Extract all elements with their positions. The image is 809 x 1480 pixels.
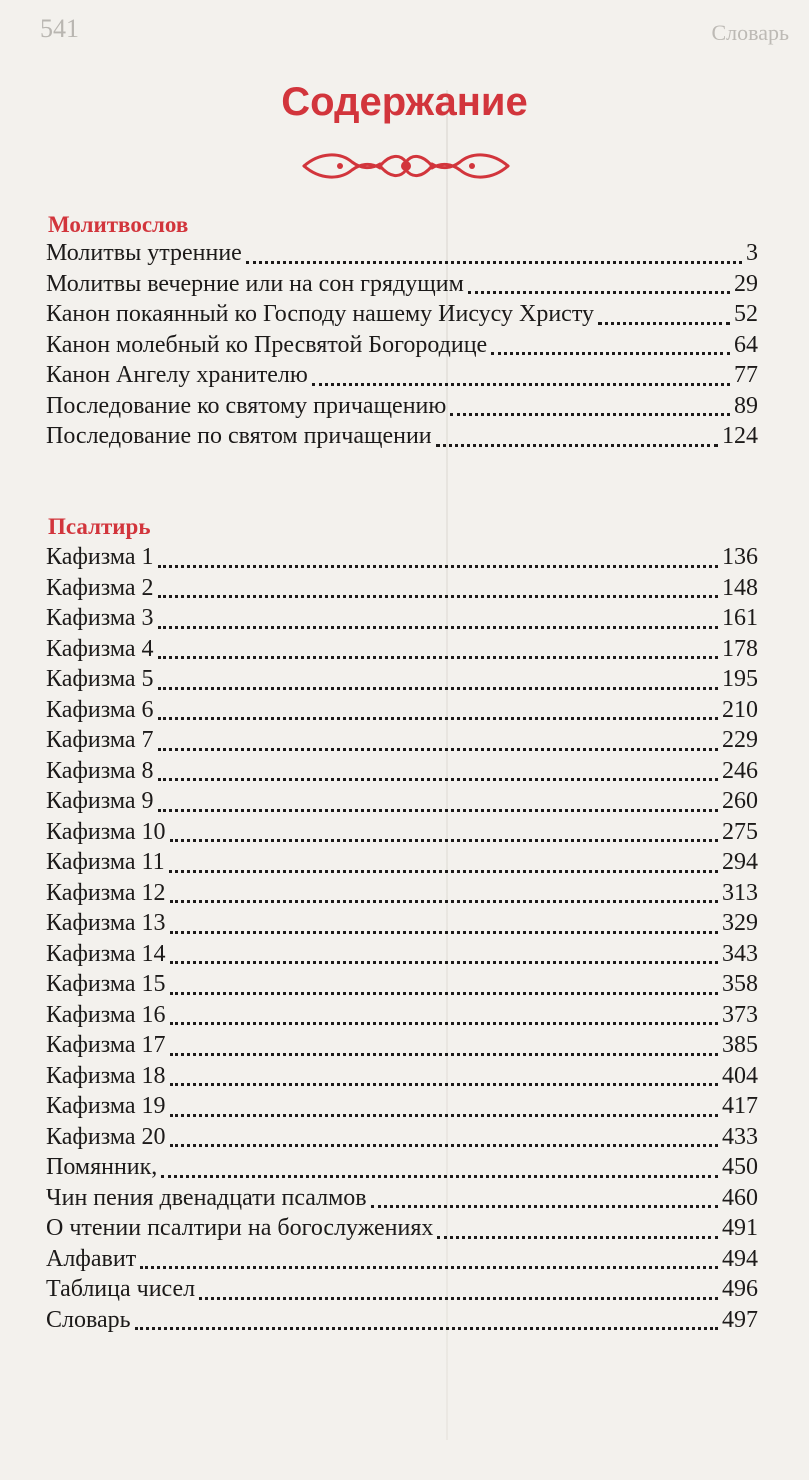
- toc-entry[interactable]: [46, 544, 758, 575]
- toc-entry-label: Кафизма 11: [46, 849, 165, 875]
- dot-leader: [436, 444, 718, 447]
- toc-entry[interactable]: [46, 393, 758, 424]
- dot-leader: [468, 291, 730, 294]
- toc-entry-page: 77: [734, 362, 758, 388]
- toc-entry-label: Кафизма 9: [46, 788, 154, 814]
- dot-leader: [169, 870, 718, 873]
- toc-entry-label: Чин пения двенадцати псалмов: [46, 1184, 367, 1211]
- toc-entry-label: Кафизма 4: [46, 635, 154, 662]
- toc-entry-page: 89: [734, 392, 758, 419]
- toc-entry-page: 161: [722, 605, 758, 631]
- dot-leader: [491, 352, 730, 355]
- dot-leader: [170, 992, 718, 995]
- toc-entry-page: 52: [734, 301, 758, 327]
- page-title: Содержание: [281, 80, 528, 124]
- toc-entry-page: 313: [722, 879, 758, 906]
- toc-entry[interactable]: [46, 1032, 758, 1063]
- toc-entry-page: 3: [746, 240, 758, 266]
- toc-entry-label: Таблица чисел: [46, 1276, 196, 1302]
- toc-entry[interactable]: [46, 941, 758, 972]
- toc-entry[interactable]: [46, 1154, 758, 1185]
- dot-leader: [246, 261, 742, 264]
- toc-entry-label: Кафизма 18: [46, 1062, 166, 1089]
- toc-entry[interactable]: [46, 849, 758, 880]
- toc-entry-page: 433: [722, 1123, 758, 1150]
- toc-entry-page: 64: [734, 331, 758, 358]
- toc-entry[interactable]: [46, 332, 758, 363]
- toc-entry-page: 343: [722, 940, 758, 967]
- toc-entry-label: Кафизма 5: [46, 666, 154, 692]
- toc-entry-label: Помянник,: [46, 1154, 158, 1180]
- toc-entry-label: Кафизма 16: [46, 1001, 166, 1028]
- toc-entry-page: 136: [722, 544, 758, 570]
- toc-entry[interactable]: [46, 1185, 758, 1216]
- toc-entry-label: Последование ко святому причащению: [46, 392, 447, 419]
- toc-entry[interactable]: [46, 1002, 758, 1033]
- toc-entry-label: Кафизма 13: [46, 910, 166, 936]
- dot-leader: [158, 656, 718, 659]
- page-number: 541: [40, 14, 79, 43]
- dot-leader: [158, 809, 718, 812]
- toc-entry-label: Кафизма 12: [46, 879, 166, 906]
- dot-leader: [170, 961, 718, 964]
- toc-entry-label: Кафизма 14: [46, 940, 166, 967]
- toc-entry-page: 494: [722, 1245, 758, 1272]
- toc-entry-label: Кафизма 17: [46, 1032, 166, 1058]
- dot-leader: [158, 778, 718, 781]
- toc-entry[interactable]: [46, 1063, 758, 1094]
- toc-entry-label: Кафизма 15: [46, 971, 166, 997]
- dot-leader: [450, 413, 730, 416]
- toc-entry[interactable]: [46, 910, 758, 941]
- section-heading-molitvoslov: Молитвослов: [48, 212, 189, 237]
- dot-leader: [158, 687, 718, 690]
- dot-leader: [170, 1144, 718, 1147]
- toc-entry-label: Канон молебный ко Пресвятой Богородице: [46, 331, 488, 358]
- toc-entry-page: 275: [722, 818, 758, 845]
- toc-entry-page: 417: [722, 1093, 758, 1119]
- dot-leader: [170, 931, 718, 934]
- toc-entry-page: 148: [722, 574, 758, 601]
- toc-entry[interactable]: [46, 575, 758, 606]
- toc-entry[interactable]: [46, 1307, 758, 1338]
- toc-entry-label: Канон Ангелу хранителю: [46, 362, 308, 388]
- dot-leader: [158, 565, 718, 568]
- running-head: Словарь: [711, 20, 789, 45]
- toc-list-molitvoslov: [46, 240, 758, 454]
- toc-entry-page: 210: [722, 696, 758, 723]
- toc-entry[interactable]: [46, 301, 758, 332]
- toc-entry-label: Молитвы вечерние или на сон грядущим: [46, 270, 464, 297]
- section-heading-psaltir: Псалтирь: [48, 514, 151, 539]
- toc-entry-page: 460: [722, 1184, 758, 1211]
- toc-entry[interactable]: [46, 362, 758, 393]
- toc-entry-label: Канон покаянный ко Господу нашему Иисусу Христу: [46, 301, 595, 327]
- toc-entry-label: Алфавит: [46, 1245, 137, 1272]
- toc-entry-page: 450: [722, 1154, 758, 1180]
- toc-entry-label: Кафизма 3: [46, 605, 154, 631]
- toc-entry[interactable]: [46, 1276, 758, 1307]
- toc-entry[interactable]: [46, 880, 758, 911]
- toc-entry[interactable]: [46, 697, 758, 728]
- toc-entry-label: Словарь: [46, 1306, 131, 1333]
- dot-leader: [170, 1022, 718, 1025]
- toc-entry-page: 385: [722, 1032, 758, 1058]
- dot-leader: [170, 1083, 718, 1086]
- toc-entry[interactable]: [46, 605, 758, 636]
- toc-list-psaltir: [46, 544, 758, 1337]
- toc-entry[interactable]: [46, 758, 758, 789]
- dot-leader: [598, 322, 730, 325]
- toc-entry[interactable]: [46, 240, 758, 271]
- toc-entry[interactable]: [46, 971, 758, 1002]
- dot-leader: [170, 839, 718, 842]
- toc-entry-label: Кафизма 6: [46, 696, 154, 723]
- dot-leader: [135, 1327, 718, 1330]
- dot-leader: [312, 383, 730, 386]
- dot-leader: [371, 1205, 718, 1208]
- dot-leader: [140, 1266, 718, 1269]
- toc-entry[interactable]: [46, 788, 758, 819]
- toc-entry-page: 491: [722, 1215, 758, 1241]
- dot-leader: [161, 1175, 718, 1178]
- toc-entry[interactable]: [46, 1124, 758, 1155]
- toc-entry[interactable]: [46, 271, 758, 302]
- toc-entry-page: 497: [722, 1306, 758, 1333]
- dot-leader: [437, 1236, 718, 1239]
- dot-leader: [158, 717, 718, 720]
- toc-entry-label: О чтении псалтири на богослужениях: [46, 1215, 434, 1241]
- toc-entry[interactable]: [46, 636, 758, 667]
- dot-leader: [158, 748, 718, 751]
- toc-entry-page: 373: [722, 1001, 758, 1028]
- toc-entry-page: 229: [722, 727, 758, 753]
- toc-entry[interactable]: [46, 666, 758, 697]
- toc-entry-page: 404: [722, 1062, 758, 1089]
- ornament-divider-icon: [300, 148, 512, 184]
- toc-entry-page: 358: [722, 971, 758, 997]
- toc-entry[interactable]: [46, 1246, 758, 1277]
- toc-entry-page: 178: [722, 635, 758, 662]
- toc-entry[interactable]: [46, 423, 758, 454]
- toc-entry-page: 124: [722, 423, 758, 449]
- toc-entry-page: 496: [722, 1276, 758, 1302]
- toc-entry-label: Кафизма 8: [46, 757, 154, 784]
- dot-leader: [170, 1053, 718, 1056]
- toc-entry-page: 329: [722, 910, 758, 936]
- toc-entry-label: Кафизма 2: [46, 574, 154, 601]
- dot-leader: [170, 1114, 718, 1117]
- toc-entry-label: Кафизма 10: [46, 818, 166, 845]
- dot-leader: [199, 1297, 718, 1300]
- toc-entry[interactable]: [46, 1215, 758, 1246]
- toc-entry-label: Кафизма 20: [46, 1123, 166, 1150]
- toc-entry[interactable]: [46, 727, 758, 758]
- toc-entry[interactable]: [46, 1093, 758, 1124]
- toc-entry[interactable]: [46, 819, 758, 850]
- toc-entry-page: 246: [722, 757, 758, 784]
- dot-leader: [170, 900, 718, 903]
- toc-entry-page: 195: [722, 666, 758, 692]
- dot-leader: [158, 595, 718, 598]
- toc-entry-label: Кафизма 7: [46, 727, 154, 753]
- toc-entry-page: 260: [722, 788, 758, 814]
- toc-entry-label: Кафизма 1: [46, 544, 154, 570]
- toc-entry-page: 29: [734, 270, 758, 297]
- dot-leader: [158, 626, 718, 629]
- toc-entry-label: Кафизма 19: [46, 1093, 166, 1119]
- toc-entry-label: Последование по святом причащении: [46, 423, 432, 449]
- toc-entry-page: 294: [722, 849, 758, 875]
- toc-entry-label: Молитвы утренние: [46, 240, 242, 266]
